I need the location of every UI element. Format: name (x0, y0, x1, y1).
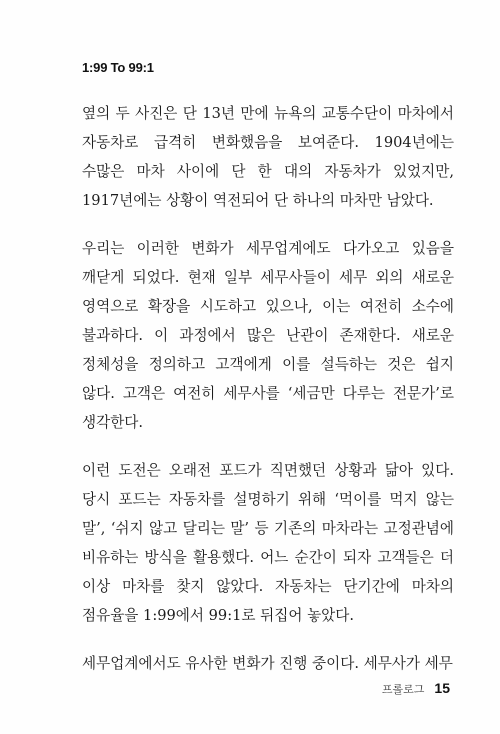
section-heading: 1:99 To 99:1 (82, 60, 154, 75)
paragraph-1: 옆의 두 사진은 단 13년 만에 뉴욕의 교통수단이 마차에서 자동차로 급격히 변화했음을 보여준다. 1904년에는 수많은 마차 사이에 단 한 대의 자동차가 있었지만, 1917년에는 상황이 역전되어 단 하나의 마차만 남았다. (82, 105, 454, 209)
paragraph-3: 이런 도전은 오래전 포드가 직면했던 상황과 닮아 있다. 당시 포드는 자동차를 설명하기 위해 ‘먹이를 먹지 않는 말’, ‘쉬지 않고 달리는 말’ 등 기존의 마차라는 고정관념에 비유하는 방식을 활용했다. 어느 순간이 되자 고객들은 더 이상 마차를 찾지 않았다. 자동차는 단기간에 마차의 점유율을 1:99에서 99:1로 뒤집어 놓았다. (82, 462, 454, 624)
footer-section-label: 프롤로그 (381, 683, 425, 696)
paragraph-2: 우리는 이러한 변화가 세무업계에도 다가오고 있음을 깨닫게 되었다. 현재 일부 세무사들이 세무 외의 새로운 영역으로 확장을 시도하고 있으나, 이는 여전히 소수에 불과하다. 이 과정에서 많은 난관이 존재한다. 새로운 정체성을 정의하고 고객에게 이를 설득하는 것은 쉽지 않다. 고객은 여전히 세무사를 ‘세금만 다루는 전문가’로 생각한다. (82, 240, 454, 431)
page-number: 15 (434, 680, 450, 696)
page-footer (382, 680, 450, 697)
paragraph-4: 세무업계에서도 유사한 변화가 진행 중이다. 세무사가 세무 (82, 655, 453, 672)
body-text (82, 99, 454, 697)
